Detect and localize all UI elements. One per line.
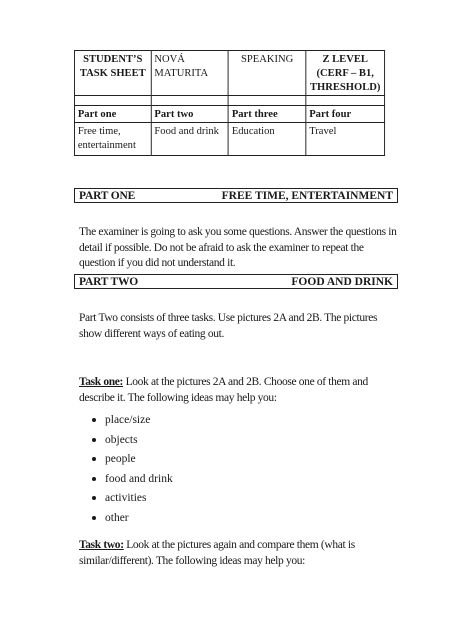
- table-spacer-row: [74, 96, 384, 106]
- part-one-heading-bar: [74, 188, 398, 203]
- task-two-instructions: [79, 538, 401, 569]
- table-header-row: [74, 51, 384, 96]
- topic-cell: Education: [228, 123, 305, 156]
- bullet-icon: [92, 418, 96, 422]
- task-two-label: Task two:: [79, 539, 124, 551]
- bullet-icon: [92, 477, 96, 481]
- topic-cell: Free time, entertainment: [74, 123, 151, 156]
- bullet-icon: [92, 496, 96, 500]
- part-two-topic: FOOD AND DRINK: [291, 276, 393, 288]
- skill-cell: SPEAKING: [228, 51, 305, 96]
- task-two-text: Look at the pictures again and compare them (what is similar/different). The following ideas may help you:: [79, 539, 355, 567]
- topic-cell: Travel: [306, 123, 385, 156]
- bullet-icon: [92, 457, 96, 461]
- idea-text: food and drink: [105, 472, 173, 485]
- list-item: [79, 450, 173, 470]
- part-one-instructions: The examiner is going to ask you some questions. Answer the questions in detail if possible. Do not be afraid to ask the examiner to repeat the question if you did not understand it.: [79, 226, 397, 269]
- list-item: [79, 489, 173, 509]
- idea-text: other: [105, 511, 129, 524]
- idea-text: activities: [105, 492, 147, 504]
- level-cell: Z LEVEL (CERF – B1, THRESHOLD): [306, 51, 385, 96]
- task-one-label: Task one:: [79, 376, 124, 388]
- part-label-cell: Part two: [151, 106, 228, 123]
- idea-text: people: [105, 453, 136, 465]
- list-item: [79, 509, 173, 529]
- part-two-instructions: Part Two consists of three tasks. Use pictures 2A and 2B. The pictures show different ways of eating out.: [79, 312, 378, 340]
- task-one-instructions: [79, 375, 401, 406]
- table-topics-row: [74, 123, 384, 156]
- part-one-topic: FREE TIME, ENTERTAINMENT: [221, 190, 393, 202]
- part-two-heading-bar: [74, 274, 398, 289]
- list-item: [79, 411, 173, 431]
- part-label-cell: Part four: [306, 106, 385, 123]
- idea-text: place/size: [105, 414, 151, 426]
- part-label-cell: Part one: [74, 106, 151, 123]
- list-item: [79, 431, 173, 451]
- spacer-cell: [74, 96, 151, 106]
- list-item: [79, 470, 173, 490]
- task-sheet-table: [74, 50, 385, 156]
- exam-name-cell: NOVÁ MATURITA: [151, 51, 228, 96]
- spacer-cell: [306, 96, 385, 106]
- sheet-title-cell: STUDENT’S TASK SHEET: [74, 51, 151, 96]
- task-one-text: Look at the pictures 2A and 2B. Choose one of them and describe it. The following ideas may help you:: [79, 376, 368, 404]
- topic-cell: Food and drink: [151, 123, 228, 156]
- task-one-ideas-list: [79, 411, 173, 528]
- spacer-cell: [151, 96, 228, 106]
- idea-text: objects: [105, 433, 138, 446]
- bullet-icon: [92, 438, 96, 442]
- table-parts-row: [74, 106, 384, 123]
- bullet-icon: [92, 516, 96, 520]
- part-one-label: PART ONE: [79, 190, 136, 202]
- spacer-cell: [228, 96, 305, 106]
- part-two-label: PART TWO: [79, 276, 139, 288]
- part-label-cell: Part three: [228, 106, 305, 123]
